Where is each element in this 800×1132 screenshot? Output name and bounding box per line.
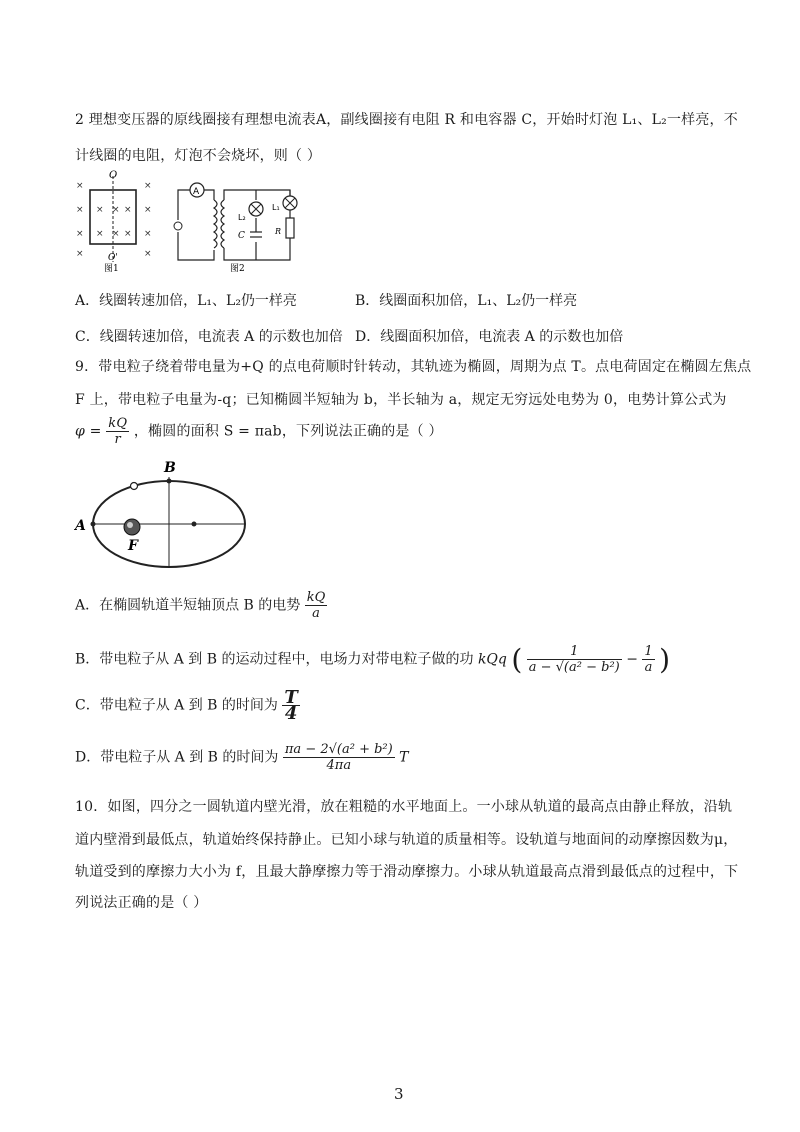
lamp-l2-label: L₂: [238, 213, 246, 222]
q9-option-c: [75, 687, 300, 724]
q9-option-c-den: 4: [284, 703, 298, 724]
q9-option-d-den: 4πa: [326, 758, 352, 773]
point-a: [91, 522, 96, 527]
secondary-coil: [221, 200, 224, 248]
ammeter-label: A: [193, 187, 200, 197]
q9-line3: [75, 416, 443, 447]
q8-option-c: C．线圈转速加倍，电流表 A 的示数也加倍: [75, 329, 343, 345]
svg-text:×: ×: [76, 229, 84, 239]
q9-option-a-num: kQ: [306, 590, 326, 605]
q9-ellipse-figure: [66, 455, 266, 570]
svg-text:×: ×: [76, 249, 84, 259]
phi-numerator: kQ: [108, 416, 128, 431]
q8-option-d: D．线圈面积加倍，电流表 A 的示数也加倍: [355, 329, 624, 345]
q8-figure1: [74, 170, 164, 274]
q10-line3: 轨道受到的摩擦力大小为 f，且最大静摩擦力等于滑动摩擦力。小球从轨道最高点滑到最低点的过程中，下: [75, 864, 739, 880]
q9-option-b-frac1: [527, 644, 622, 675]
label-f: F: [128, 538, 138, 554]
right-focus: [192, 522, 197, 527]
q9-option-c-text: C．带电粒子从 A 到 B 的时间为: [75, 697, 278, 714]
svg-text:×: ×: [124, 229, 132, 239]
q8-line1: 2 理想变压器的原线圈接有理想电流表A，副线圈接有电阻 R 和电容器 C，开始时灯泡 L₁、L₂一样亮，不: [75, 112, 738, 128]
q9-option-d-text: D．带电粒子从 A 到 B 的时间为: [75, 749, 279, 766]
q9-option-d-formula: [283, 742, 395, 773]
primary-coil: [214, 200, 217, 248]
q9-option-a-text: A．在椭圆轨道半短轴顶点 B 的电势: [75, 597, 301, 614]
lamp-l1-label: L₁: [272, 203, 280, 212]
q9-option-a-formula: [305, 590, 328, 621]
svg-text:×: ×: [96, 229, 104, 239]
svg-text:×: ×: [96, 205, 104, 215]
phi-formula: [106, 416, 129, 447]
label-b: B: [164, 460, 176, 476]
svg-text:×: ×: [124, 205, 132, 215]
q8-figure2: [168, 170, 298, 274]
q9-line1: 9．带电粒子绕着带电量为+Q 的点电荷顺时针转动，其轨迹为椭圆，周期为点 T。点电荷固定在椭圆左焦点: [75, 359, 752, 375]
q9-option-b-text: B．带电粒子从 A 到 B 的运动过程中，电场力对带电粒子做的功: [75, 651, 474, 668]
q10-line1: 10．如图，四分之一圆轨道内壁光滑，放在粗糙的水平地面上。一小球从轨道的最高点由静止释放，沿轨: [75, 799, 733, 815]
magnetic-field-marks: [76, 181, 152, 259]
svg-text:×: ×: [112, 205, 120, 215]
q8-option-a: A．线圈转速加倍，L₁、L₂仍一样亮: [75, 293, 297, 309]
q9-option-b-frac1-num: 1: [527, 644, 622, 660]
capacitor-label: C: [238, 231, 245, 241]
q9-option-d-num: πa − 2√(a² + b²): [284, 742, 393, 757]
point-b: [167, 479, 172, 484]
q9-option-a: [75, 590, 327, 621]
q9-option-d-tail: T: [399, 749, 409, 766]
q9-option-b: B．带电粒子从 A 到 B 的运动过程中，电场力对带电粒子做的功 kQq ( $\frac{1}{\text{a − √(a² − b²)}}$ − $\frac{1}{a}$ ): [75, 643, 671, 676]
charged-particle: [131, 483, 138, 490]
q8-option-b: B．线圈面积加倍，L₁、L₂仍一样亮: [355, 293, 578, 309]
svg-text:×: ×: [76, 205, 84, 215]
svg-text:×: ×: [144, 205, 152, 215]
axis-bottom-label: O': [108, 253, 118, 263]
resistor: [286, 218, 294, 238]
q9-option-d: [75, 742, 409, 773]
axis-top-label: O: [109, 170, 118, 181]
q9-line3-rest: ，椭圆的面积 S = πab，下列说法正确的是（ ）: [133, 423, 443, 440]
svg-text:×: ×: [144, 229, 152, 239]
phi-denominator: r: [114, 432, 121, 447]
q9-option-a-den: a: [312, 606, 320, 621]
page-number: 3: [394, 1085, 404, 1103]
q10-line2: 道内壁滑到最低点，轨道始终保持静止。已知小球与轨道的质量相等。设轨道与地面间的动摩擦因数为μ，: [75, 832, 738, 848]
fig2-caption: 图2: [230, 264, 245, 274]
phi-symbol: φ =: [75, 423, 102, 440]
q9-option-b-minus: −: [626, 651, 638, 668]
q9-option-b-frac2: [642, 644, 654, 675]
q8-line2: 计线圈的电阻，灯泡不会烧坏，则（ ）: [75, 148, 322, 164]
resistor-label: R: [275, 227, 282, 236]
q9-option-c-num: T: [284, 687, 298, 708]
ac-source: [174, 222, 182, 230]
svg-text:×: ×: [144, 249, 152, 259]
svg-text:×: ×: [144, 181, 152, 191]
svg-text:×: ×: [112, 229, 120, 239]
fig1-caption: 图1: [104, 264, 119, 274]
q10-line4: 列说法正确的是（ ）: [75, 895, 208, 911]
q9-option-b-frac1-den: a − √(a² − b²): [528, 660, 620, 675]
q9-option-b-prefix: kQq: [477, 651, 507, 668]
q9-option-b-frac2-num: 1: [644, 644, 653, 659]
q9-line2: F 上，带电粒子电量为-q；已知椭圆半短轴为 b，半长轴为 a，规定无穷远处电势为 0，电势计算公式为: [75, 392, 727, 408]
q9-option-b-frac2-den: a: [644, 660, 653, 675]
svg-text:×: ×: [76, 181, 84, 191]
label-a: A: [75, 518, 86, 534]
q9-option-c-formula: [282, 687, 299, 724]
